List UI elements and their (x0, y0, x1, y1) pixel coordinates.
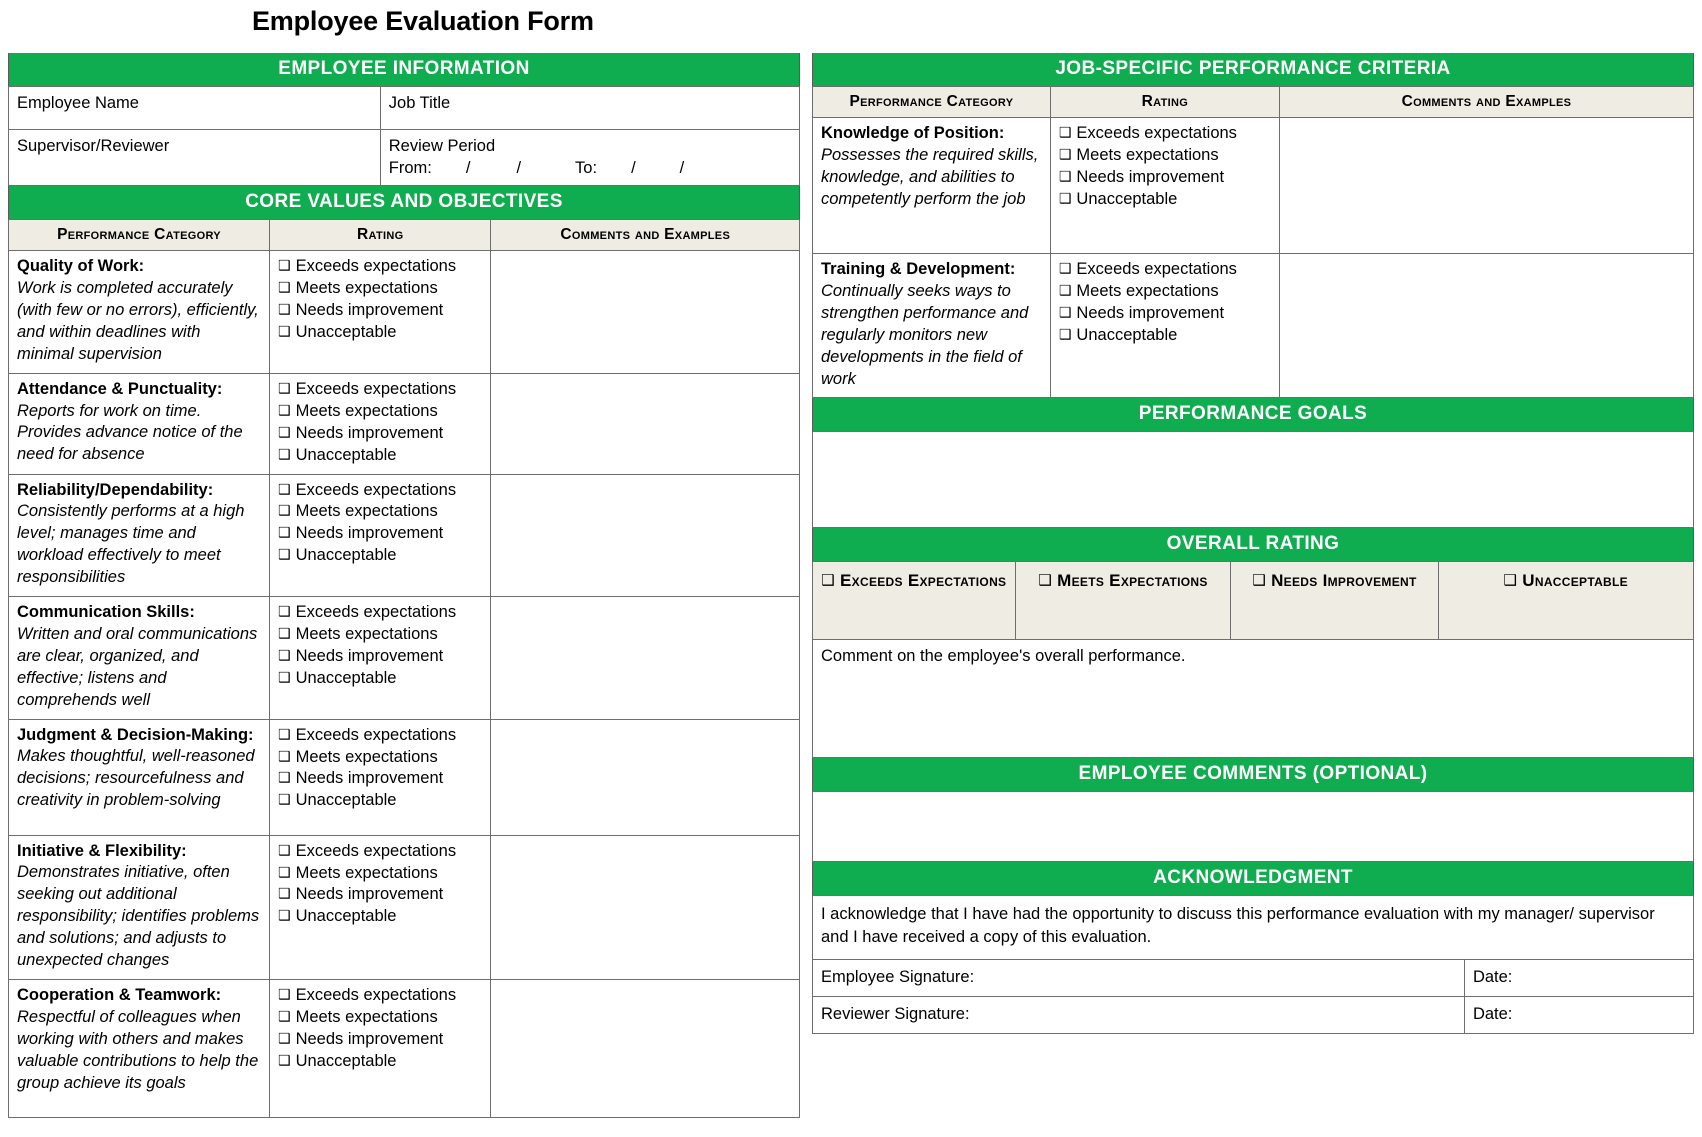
rating-option-label: Exceeds expectations (295, 480, 457, 499)
checkbox-icon[interactable]: ❑ (278, 864, 291, 881)
rating-options-cell (270, 373, 491, 474)
page-title: Employee Evaluation Form (252, 6, 594, 36)
rating-option[interactable] (278, 646, 482, 668)
checkbox-icon[interactable]: ❑ (278, 987, 291, 1004)
column-header-rating: Rating (270, 220, 491, 251)
table-row (9, 87, 800, 130)
rating-option-label: Needs improvement (1076, 167, 1225, 186)
rating-options-cell (270, 835, 491, 979)
comments-input[interactable] (491, 597, 800, 720)
employee-date-label: Date: (1472, 967, 1513, 986)
rating-option-label: Unacceptable (295, 546, 397, 565)
employee-signature-date-field[interactable] (1464, 959, 1693, 996)
left-column (8, 53, 800, 1118)
category-description: Continually seeks ways to strengthen performance and regularly monitors new developments in the field of work (821, 281, 1029, 388)
table-row (9, 130, 800, 186)
column-header-rating: Rating (1050, 87, 1279, 118)
overall-comment-prompt: Comment on the employee's overall performance. (821, 647, 1186, 666)
checkbox-icon[interactable]: ❑ (1058, 282, 1072, 299)
rating-option-label: Exceeds expectations (295, 841, 457, 860)
acknowledgment-statement-cell (813, 896, 1694, 959)
checkbox-icon[interactable]: ❑ (1058, 125, 1072, 141)
overall-rating-band: OVERALL RATING (812, 528, 1694, 561)
rating-option-label: Needs improvement (1076, 303, 1225, 322)
rating-option[interactable] (278, 480, 482, 502)
performance-category-cell (9, 597, 270, 720)
rating-option-label: Exceeds expectations (295, 257, 457, 276)
rating-options-cell (270, 719, 491, 835)
checkbox-icon[interactable]: ❑ (278, 525, 291, 542)
comments-input[interactable] (491, 474, 800, 597)
employee-name-label: Employee Name (17, 94, 139, 112)
performance-category-cell (9, 835, 270, 979)
rating-option[interactable] (278, 624, 482, 646)
rating-option[interactable] (278, 379, 482, 401)
checkbox-icon[interactable]: ❑ (278, 258, 291, 275)
employee-comments-table (812, 791, 1694, 862)
table-row (813, 640, 1694, 758)
rating-option-label: Exceeds expectations (295, 725, 457, 744)
table-row (9, 835, 800, 979)
rating-option-label: Unacceptable (1076, 189, 1178, 208)
category-title: Knowledge of Position: (821, 124, 1005, 142)
from-slash-1: / (465, 159, 471, 178)
category-title: Attendance & Punctuality: (17, 379, 223, 398)
checkbox-icon[interactable]: ❑ (1252, 571, 1267, 590)
rating-option-label: Exceeds expectations (295, 603, 457, 622)
performance-goals-band: PERFORMANCE GOALS (812, 398, 1694, 431)
checkbox-icon[interactable]: ❑ (278, 908, 291, 925)
checkbox-icon[interactable]: ❑ (278, 302, 291, 319)
rating-option[interactable] (1059, 189, 1271, 211)
rating-option-label: Meets expectations (295, 502, 438, 521)
acknowledgment-band: ACKNOWLEDGMENT (812, 862, 1694, 895)
right-column (812, 53, 1694, 1034)
rating-option-label: Needs improvement (295, 885, 444, 904)
acknowledgment-table (812, 895, 1694, 1033)
rating-option[interactable] (278, 322, 482, 344)
rating-option-label: Meets expectations (295, 624, 438, 643)
checkbox-icon[interactable]: ❑ (821, 571, 836, 590)
rating-option-label: Meets expectations (295, 401, 438, 420)
rating-options-cell (270, 251, 491, 374)
rating-option-label: Unacceptable (295, 323, 397, 342)
table-row (813, 432, 1694, 528)
category-description: Written and oral communications are clear, organized, and effective; listens and comprehends well (17, 624, 258, 709)
column-header-category: Performance Category (813, 87, 1051, 118)
acknowledgment-statement: I acknowledge that I have had the opportunity to discuss this performance evaluation with my manager/ supervisor and I have received a copy of this evaluation. (821, 905, 1655, 947)
rating-option-label: Unacceptable (295, 907, 397, 926)
table-row (813, 792, 1694, 862)
table-row (813, 896, 1694, 959)
reviewer-signature-label: Reviewer Signature: (821, 1004, 970, 1023)
checkbox-icon[interactable]: ❑ (278, 1008, 291, 1025)
table-row (9, 597, 800, 720)
overall-rating-option-label: Unacceptable (1522, 571, 1628, 591)
overall-rating-option[interactable] (1231, 562, 1438, 640)
table-row (813, 254, 1694, 398)
performance-category-cell (9, 251, 270, 374)
rating-option-label: Needs improvement (295, 646, 444, 665)
rating-option[interactable] (278, 523, 482, 545)
column-header-category: Performance Category (9, 220, 270, 251)
core-values-rows (9, 251, 800, 1118)
checkbox-icon[interactable]: ❑ (1058, 261, 1072, 277)
checkbox-icon[interactable]: ❑ (278, 669, 291, 686)
rating-option[interactable] (278, 768, 482, 790)
job-specific-band: JOB-SPECIFIC PERFORMANCE CRITERIA (812, 53, 1694, 86)
job-title-field[interactable] (380, 87, 799, 130)
checkbox-icon[interactable]: ❑ (278, 748, 291, 765)
checkbox-icon[interactable]: ❑ (278, 324, 291, 341)
employee-comments-input[interactable] (813, 792, 1694, 862)
rating-options-cell (270, 980, 491, 1118)
category-description: Demonstrates initiative, often seeking out additional responsibility; identifies problems and solutions; and adjusts to unexpected changes (17, 863, 260, 970)
performance-category-cell (813, 254, 1051, 398)
table-row (813, 118, 1694, 254)
checkbox-icon[interactable]: ❑ (1038, 571, 1053, 590)
core-values-table (8, 219, 800, 1118)
overall-rating-option[interactable] (1015, 562, 1231, 640)
performance-category-cell (9, 474, 270, 597)
checkbox-icon[interactable]: ❑ (278, 625, 291, 642)
rating-option-label: Meets expectations (295, 863, 438, 882)
rating-option[interactable] (278, 256, 482, 278)
rating-option-label: Meets expectations (295, 1007, 438, 1026)
rating-option[interactable] (278, 401, 482, 423)
rating-option[interactable] (278, 1029, 482, 1051)
checkbox-icon[interactable]: ❑ (278, 647, 291, 664)
overall-rating-options-row (813, 562, 1694, 640)
rating-option-label: Exceeds expectations (295, 986, 457, 1005)
supervisor-reviewer-field[interactable] (9, 130, 381, 186)
employee-signature-field[interactable] (813, 959, 1465, 996)
rating-options-cell (270, 597, 491, 720)
rating-option[interactable] (278, 501, 482, 523)
overall-rating-option-label: Needs Improvement (1271, 571, 1417, 591)
rating-option[interactable] (278, 278, 482, 300)
rating-option[interactable] (278, 445, 482, 467)
comments-input[interactable] (1279, 118, 1693, 254)
performance-goals-table (812, 431, 1694, 528)
checkbox-icon[interactable]: ❑ (1058, 146, 1072, 163)
category-title: Quality of Work: (17, 257, 145, 276)
rating-option[interactable] (1059, 145, 1271, 167)
employee-information-band: EMPLOYEE INFORMATION (8, 53, 800, 86)
job-specific-table (812, 86, 1694, 398)
rating-option-label: Meets expectations (1076, 145, 1219, 164)
from-slash-2: / (516, 159, 522, 178)
overall-rating-option[interactable] (813, 562, 1016, 640)
table-row (9, 474, 800, 597)
checkbox-icon[interactable]: ❑ (278, 1030, 291, 1047)
reviewer-signature-date-field[interactable] (1464, 996, 1693, 1033)
employee-signature-label: Employee Signature: (821, 967, 975, 986)
job-specific-rows (813, 118, 1694, 398)
checkbox-icon[interactable]: ❑ (278, 481, 291, 498)
checkbox-icon[interactable]: ❑ (278, 1052, 291, 1069)
reviewer-signature-row (813, 996, 1694, 1033)
supervisor-reviewer-label: Supervisor/Reviewer (17, 137, 170, 155)
table-header-row (813, 87, 1694, 118)
review-period-label: Review Period (388, 137, 496, 155)
core-values-band: CORE VALUES AND OBJECTIVES (8, 186, 800, 219)
rating-option[interactable] (278, 747, 482, 769)
rating-option[interactable] (1059, 167, 1271, 189)
rating-option[interactable] (278, 863, 482, 885)
review-period-dates[interactable] (389, 157, 791, 178)
rating-option[interactable] (1059, 303, 1271, 325)
category-description: Work is completed accurately (with few or no errors), efficiently, and within deadlines with minimal supervision (17, 279, 259, 363)
checkbox-icon[interactable]: ❑ (1503, 571, 1518, 590)
rating-option[interactable] (278, 1051, 482, 1073)
category-title: Reliability/Dependability: (17, 480, 214, 499)
category-description: Consistently performs at a high level; manages time and workload effectively to meet responsibilities (17, 502, 245, 587)
comments-input[interactable] (491, 835, 800, 979)
checkbox-icon[interactable]: ❑ (1058, 326, 1072, 343)
rating-option-label: Meets expectations (1076, 281, 1219, 300)
category-description: Possesses the required skills, knowledge, and abilities to competently perform the job (821, 145, 1039, 208)
column-header-comments: Comments and Examples (491, 220, 800, 251)
rating-option[interactable] (278, 602, 482, 624)
checkbox-icon[interactable]: ❑ (1058, 168, 1072, 185)
rating-option[interactable] (278, 841, 482, 863)
table-row (9, 251, 800, 374)
overall-rating-option[interactable] (1438, 562, 1694, 640)
rating-option[interactable] (278, 906, 482, 928)
rating-option-label: Needs improvement (295, 301, 444, 320)
checkbox-icon[interactable]: ❑ (1058, 304, 1072, 321)
table-header-row (9, 220, 800, 251)
comments-input[interactable] (491, 373, 800, 474)
rating-option[interactable] (1059, 281, 1271, 303)
rating-option-label: Unacceptable (295, 445, 397, 464)
rating-option[interactable] (1059, 259, 1271, 281)
rating-option-label: Needs improvement (295, 1029, 444, 1048)
category-description: Respectful of colleagues when working with others and makes valuable contributions to help the group achieve its goals (17, 1007, 259, 1092)
category-title: Communication Skills: (17, 603, 195, 622)
rating-option[interactable] (1059, 123, 1271, 145)
review-period-field[interactable] (380, 130, 799, 186)
rating-option[interactable] (278, 545, 482, 567)
rating-options-cell (1050, 254, 1279, 398)
category-title: Cooperation & Teamwork: (17, 986, 222, 1005)
rating-option-label: Meets expectations (295, 279, 438, 298)
category-description: Reports for work on time. Provides advance notice of the need for absence (17, 401, 243, 464)
rating-option[interactable] (278, 884, 482, 906)
rating-option-label: Needs improvement (295, 769, 444, 788)
to-slash-2: / (679, 159, 685, 178)
performance-goals-input[interactable] (813, 432, 1694, 528)
checkbox-icon[interactable]: ❑ (278, 842, 291, 859)
rating-option[interactable] (278, 790, 482, 812)
employee-information-table (8, 86, 800, 186)
reviewer-date-label: Date: (1472, 1004, 1513, 1023)
rating-option-label: Unacceptable (295, 1051, 397, 1070)
overall-rating-table (812, 561, 1694, 758)
rating-option[interactable] (1059, 325, 1271, 347)
checkbox-icon[interactable]: ❑ (278, 402, 291, 419)
rating-option[interactable] (278, 300, 482, 322)
table-row (9, 980, 800, 1118)
table-row (9, 373, 800, 474)
rating-option-label: Unacceptable (295, 668, 397, 687)
checkbox-icon[interactable]: ❑ (278, 604, 291, 621)
rating-option[interactable] (278, 985, 482, 1007)
column-header-comments: Comments and Examples (1279, 87, 1693, 118)
checkbox-icon[interactable]: ❑ (278, 446, 291, 463)
rating-option[interactable] (278, 423, 482, 445)
comments-input[interactable] (491, 251, 800, 374)
rating-option-label: Unacceptable (1076, 325, 1178, 344)
checkbox-icon[interactable]: ❑ (278, 726, 291, 743)
performance-category-cell (9, 373, 270, 474)
rating-option-label: Needs improvement (295, 524, 444, 543)
performance-category-cell (813, 118, 1051, 254)
rating-option-label: Meets expectations (295, 747, 438, 766)
rating-option-label: Exceeds expectations (295, 379, 457, 398)
rating-option[interactable] (278, 725, 482, 747)
job-title-label: Job Title (388, 94, 451, 112)
category-title: Judgment & Decision-Making: (17, 725, 254, 744)
overall-comment-input[interactable] (813, 640, 1694, 758)
checkbox-icon[interactable]: ❑ (278, 792, 291, 809)
from-label: From: (388, 159, 432, 178)
employee-name-field[interactable] (9, 87, 381, 130)
rating-options-cell (270, 474, 491, 597)
checkbox-icon[interactable]: ❑ (278, 380, 291, 397)
category-description: Makes thoughtful, well-reasoned decisions; resourcefulness and creativity in problem-solving (17, 747, 255, 810)
reviewer-signature-field[interactable] (813, 996, 1465, 1033)
employee-signature-row (813, 959, 1694, 996)
rating-options-cell (1050, 118, 1279, 254)
overall-rating-option-label: Exceeds Expectations (840, 571, 1007, 591)
comments-input[interactable] (491, 980, 800, 1118)
checkbox-icon[interactable]: ❑ (278, 424, 291, 441)
rating-option[interactable] (278, 1007, 482, 1029)
checkbox-icon[interactable]: ❑ (1058, 190, 1072, 207)
checkbox-icon[interactable]: ❑ (278, 770, 291, 787)
checkbox-icon[interactable]: ❑ (278, 886, 291, 903)
category-title: Initiative & Flexibility: (17, 841, 187, 860)
rating-option-label: Exceeds expectations (1076, 260, 1237, 278)
checkbox-icon[interactable]: ❑ (278, 503, 291, 520)
rating-option-label: Unacceptable (295, 791, 397, 810)
comments-input[interactable] (491, 719, 800, 835)
performance-category-cell (9, 980, 270, 1118)
checkbox-icon[interactable]: ❑ (278, 547, 291, 564)
rating-option-label: Exceeds expectations (1076, 124, 1237, 142)
to-label: To: (575, 159, 598, 178)
to-slash-1: / (631, 159, 636, 178)
category-title: Training & Development: (821, 260, 1016, 278)
employee-comments-band: EMPLOYEE COMMENTS (OPTIONAL) (812, 758, 1694, 791)
table-row (9, 719, 800, 835)
checkbox-icon[interactable]: ❑ (278, 280, 291, 297)
overall-rating-option-label: Meets Expectations (1057, 571, 1208, 591)
rating-option-label: Needs improvement (295, 423, 444, 442)
rating-option[interactable] (278, 668, 482, 690)
comments-input[interactable] (1279, 254, 1693, 398)
performance-category-cell (9, 719, 270, 835)
